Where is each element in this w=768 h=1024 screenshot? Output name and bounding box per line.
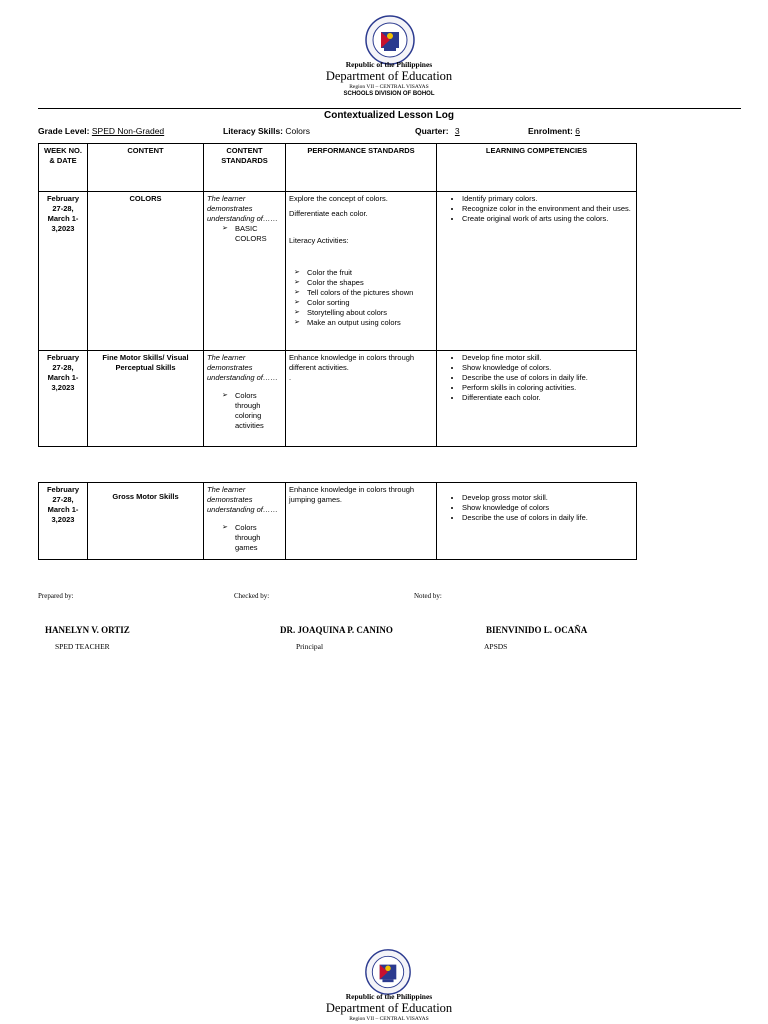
standard-intro: The learner demonstrates understanding of……: [207, 485, 278, 514]
checked-by-label: Checked by:: [234, 592, 270, 600]
activity-list: [289, 268, 433, 328]
header-divider: [38, 108, 741, 109]
grade-label: Grade Level:: [38, 126, 90, 136]
week-date-cell: February 27-28, March 1-3,2023: [39, 351, 88, 447]
noted-by-role: APSDS: [484, 642, 508, 651]
header-content: CONTENT: [88, 144, 204, 192]
performance-standards-cell: [286, 483, 437, 560]
learning-competencies-cell: [437, 351, 637, 447]
performance-line: Literacy Activities:: [289, 236, 349, 245]
content-cell: Fine Motor Skills/ Visual Perceptual Skills: [88, 351, 204, 447]
header-performance-standards: PERFORMANCE STANDARDS: [286, 144, 437, 192]
literacy-skills-info: [223, 126, 310, 136]
performance-line: .: [289, 373, 292, 382]
lesson-log-table-continued: [38, 482, 637, 560]
performance-standards-cell: [286, 351, 437, 447]
performance-line: Explore the concept of colors.: [289, 194, 388, 203]
header-week: WEEK NO. & DATE: [39, 144, 88, 192]
standard-list: [207, 224, 282, 244]
content-standards-cell: [204, 351, 286, 447]
table-row: [39, 192, 637, 351]
republic-line: Republic of the Philippines: [345, 60, 433, 69]
performance-line: Differentiate each color.: [289, 209, 368, 218]
standard-intro: The learner demonstrates understanding of……: [207, 194, 278, 223]
list-item: • Create original work of arts using the colors.: [462, 214, 633, 224]
enrolment-label: Enrolment:: [528, 126, 573, 136]
list-item: • Show knowledge of colors.: [462, 363, 633, 373]
table-header-row: [39, 144, 637, 192]
list-item: ➢ Make an output using colors: [307, 318, 433, 328]
list-item: ➢ BASIC COLORS: [235, 224, 282, 244]
region-line: Region VII – CENTRAL VISAYAS: [349, 84, 429, 90]
deped-seal-logo: [364, 14, 416, 66]
list-item: • Show knowledge of colors: [462, 503, 633, 513]
grade-level-info: [38, 126, 164, 136]
quarter-info: [415, 126, 460, 136]
table-row: [39, 483, 637, 560]
week-date-cell: February 27-28, March 1-3,2023: [39, 192, 88, 351]
week-date-cell: February 27-28, March 1-3,2023: [39, 483, 88, 560]
list-item: • Develop fine motor skill.: [462, 353, 633, 363]
list-item: ➢ Storytelling about colors: [307, 308, 433, 318]
prepared-by-role: SPED TEACHER: [55, 642, 110, 651]
list-item: • Identify primary colors.: [462, 194, 633, 204]
department-line: Department of Education: [325, 69, 453, 83]
list-item: • Differentiate each color.: [462, 393, 633, 403]
list-item: ➢ Color the shapes: [307, 278, 433, 288]
footer-region-line: Region VII – CENTRAL VISAYAS: [349, 1016, 429, 1022]
list-item: • Describe the use of colors in daily life.: [462, 513, 633, 523]
content-cell: Gross Motor Skills: [88, 483, 204, 560]
enrolment-info: [528, 126, 580, 136]
content-standards-cell: [204, 192, 286, 351]
checked-by-name: DR. JOAQUINA P. CANINO: [280, 625, 393, 635]
deped-seal-logo-footer: [364, 948, 412, 996]
document-title: Contextualized Lesson Log: [323, 110, 454, 121]
checked-by-role: Principal: [296, 642, 324, 651]
competency-list: [440, 194, 633, 224]
learning-competencies-cell: [437, 192, 637, 351]
list-item: ➢ Tell colors of the pictures shown: [307, 288, 433, 298]
list-item: • Recognize color in the environment and their uses.: [462, 204, 633, 214]
header-content-standards: CONTENT STANDARDS: [204, 144, 286, 192]
performance-standards-cell: [286, 192, 437, 351]
performance-line: Enhance knowledge in colors through different activities.: [289, 353, 415, 372]
footer-republic-line: Republic of the Philippines: [345, 992, 433, 1001]
competency-list: [440, 493, 633, 523]
list-item: ➢ Colors through games: [235, 523, 282, 553]
noted-by-label: Noted by:: [414, 592, 442, 600]
prepared-by-name: HANELYN V. ORTIZ: [45, 625, 130, 635]
list-item: • Describe the use of colors in daily life.: [462, 373, 633, 383]
standard-intro: The learner demonstrates understanding of……: [207, 353, 278, 382]
header-learning-competencies: LEARNING COMPETENCIES: [437, 144, 637, 192]
standard-list: [207, 523, 282, 553]
content-cell: COLORS: [88, 192, 204, 351]
list-item: • Develop gross motor skill.: [462, 493, 633, 503]
quarter-label: Quarter:: [415, 126, 449, 136]
skills-value: Colors: [285, 126, 310, 136]
footer-department-line: Department of Education: [325, 1001, 453, 1015]
list-item: ➢ Color the fruit: [307, 268, 433, 278]
performance-line: Enhance knowledge in colors through jumping games.: [289, 485, 415, 504]
list-item: ➢ Color sorting: [307, 298, 433, 308]
noted-by-name: BIENVINIDO L. OCAÑA: [486, 625, 588, 635]
list-item: ➢ Colors through coloring activities: [235, 391, 282, 431]
list-item: • Perform skills in coloring activities.: [462, 383, 633, 393]
quarter-value: 3: [454, 126, 460, 136]
grade-value: SPED Non-Graded: [91, 126, 165, 136]
lesson-log-table: [38, 143, 637, 447]
prepared-by-label: Prepared by:: [38, 592, 74, 600]
competency-list: [440, 353, 633, 403]
content-standards-cell: [204, 483, 286, 560]
table-row: [39, 351, 637, 447]
enrolment-value: 6: [575, 126, 580, 136]
standard-list: [207, 391, 282, 431]
division-line: SCHOOLS DIVISION OF BOHOL: [343, 91, 435, 97]
skills-label: Literacy Skills:: [223, 126, 284, 136]
learning-competencies-cell: [437, 483, 637, 560]
